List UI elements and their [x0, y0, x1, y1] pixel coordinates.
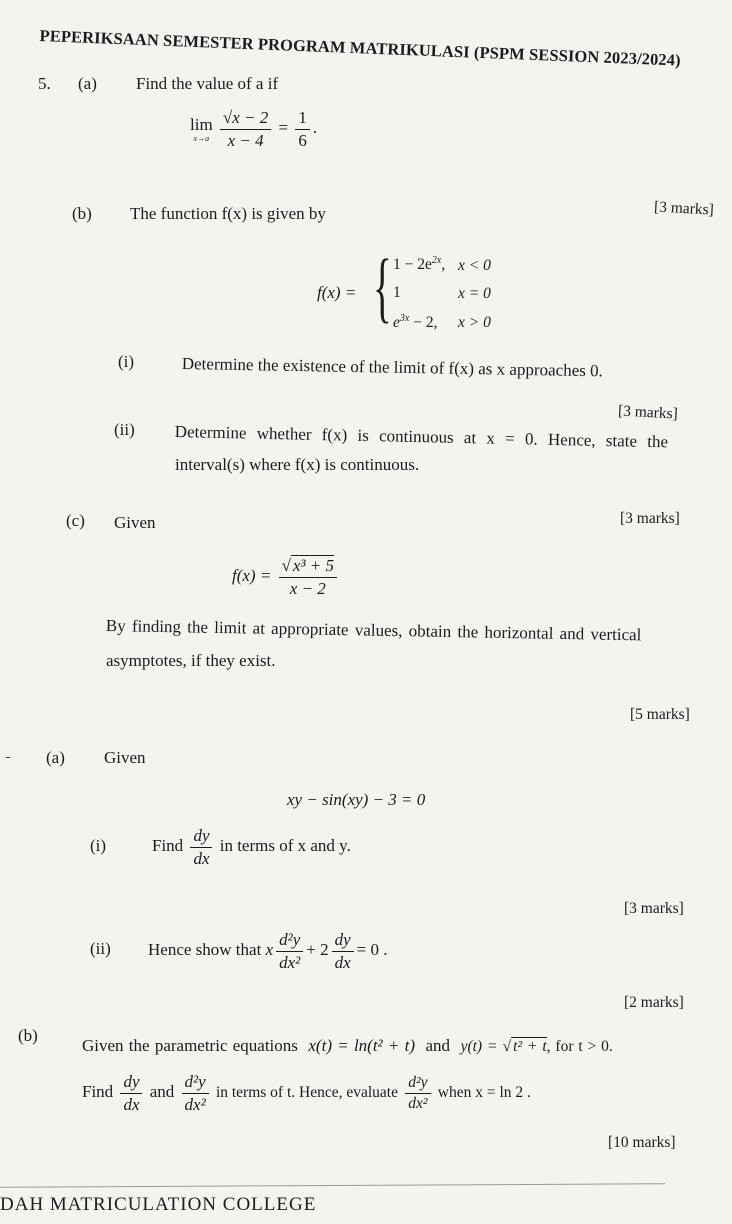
question-text: Find the value of a if — [136, 74, 279, 93]
part-label: (c) — [66, 511, 85, 530]
question-number: 5. — [38, 74, 51, 93]
piecewise-lhs: f(x) = — [317, 283, 357, 302]
subpart-text: Find $\frac{dy}{dx}$ in terms of x and y. — [152, 826, 351, 868]
question-text: Given — [104, 748, 146, 767]
fraction-denominator: x − 4 — [227, 130, 264, 150]
question-text: The function f(x) is given by — [130, 204, 326, 223]
marks-label: [3 marks] — [620, 510, 680, 527]
piecewise-case-2: 1 — [393, 284, 401, 301]
fraction-denominator: x − 2 — [289, 578, 326, 598]
piecewise-brace: { — [373, 243, 392, 330]
footer-college: DAH MATRICULATION COLLEGE — [0, 1194, 317, 1215]
piecewise-cond-1: x < 0 — [458, 257, 491, 274]
part-label: (b) — [72, 204, 92, 223]
question-body: By finding the limit at appropriate values, obtain the horizontal and vertical — [105, 616, 642, 645]
lim-word: lim — [190, 115, 213, 135]
part-label: (b) — [18, 1026, 38, 1045]
marks-label: [2 marks] — [624, 994, 684, 1011]
question-body-cont: asymptotes, if they exist. — [106, 651, 276, 670]
question-marker — [6, 757, 10, 758]
marks-label: [3 marks] — [617, 402, 679, 423]
limit-expression: lim x→a $\frac{√x - 2}{x - 4}$ = $\frac{1}{6}$ . — [190, 108, 318, 150]
footer-divider — [0, 1183, 665, 1187]
subpart-label: (ii) — [90, 939, 111, 958]
lim-subscript: x→a — [193, 134, 210, 144]
rhs-numerator: 1 — [295, 108, 310, 130]
marks-label: [5 marks] — [630, 706, 690, 723]
piecewise-cond-3: x > 0 — [458, 314, 491, 331]
subpart-text: Hence show that x $\frac{\text{d²y}}{\text{dx²}}$ + 2 $\frac{dy}{dx}$ = 0 . — [148, 930, 388, 972]
find-line: Find $\frac{dy}{dx}$ and $\frac{\text{d²y}}{\text{dx²}}$ in terms of t. Hence, evaluate $\frac{\text{d²y}}{\text{dx²}}$ when x = ln 2 . — [82, 1072, 531, 1114]
subpart-text-cont: interval(s) where f(x) is continuous. — [175, 455, 420, 474]
implicit-equation: xy − sin(xy) − 3 = 0 — [287, 790, 426, 809]
marks-label: [3 marks] — [624, 900, 684, 917]
sqrt-radicand: x³ + 5 — [292, 556, 335, 575]
rhs-denominator: 6 — [298, 130, 307, 150]
piecewise-case-1: $1 - 2e^{2x}$, — [393, 255, 446, 274]
question-text: Given the parametric equations x(t) = ln(t² + t) and y(t) = √ t² + t, for t > 0. — [82, 1036, 613, 1055]
fraction-numerator: √x − 2 — [220, 108, 271, 130]
subpart-label: (i) — [118, 352, 135, 371]
subpart-text: Determine whether f(x) is continuous at x = 0. Hence, state the — [174, 422, 669, 452]
subpart-label: (ii) — [114, 420, 135, 439]
subpart-label: (i) — [90, 836, 107, 855]
piecewise-case-3: $e^{3x} - 2$, — [393, 313, 438, 332]
piecewise-cond-2: x = 0 — [458, 285, 491, 302]
question-text: Given — [114, 513, 156, 532]
part-label: (a) — [46, 748, 65, 767]
page-header: PEPERIKSAAN SEMESTER PROGRAM MATRIKULASI (PSPM SESSION 2023/2024) — [39, 26, 682, 70]
part-label: (a) — [78, 74, 97, 93]
function-c: f(x) = $\frac{\text{√ x³ + 5}}{x - 2}$ — [232, 556, 340, 598]
subpart-text: Determine the existence of the limit of f(x) as x approaches 0. — [181, 354, 604, 381]
marks-label: [10 marks] — [608, 1134, 676, 1151]
marks-label: [3 marks] — [653, 198, 715, 219]
